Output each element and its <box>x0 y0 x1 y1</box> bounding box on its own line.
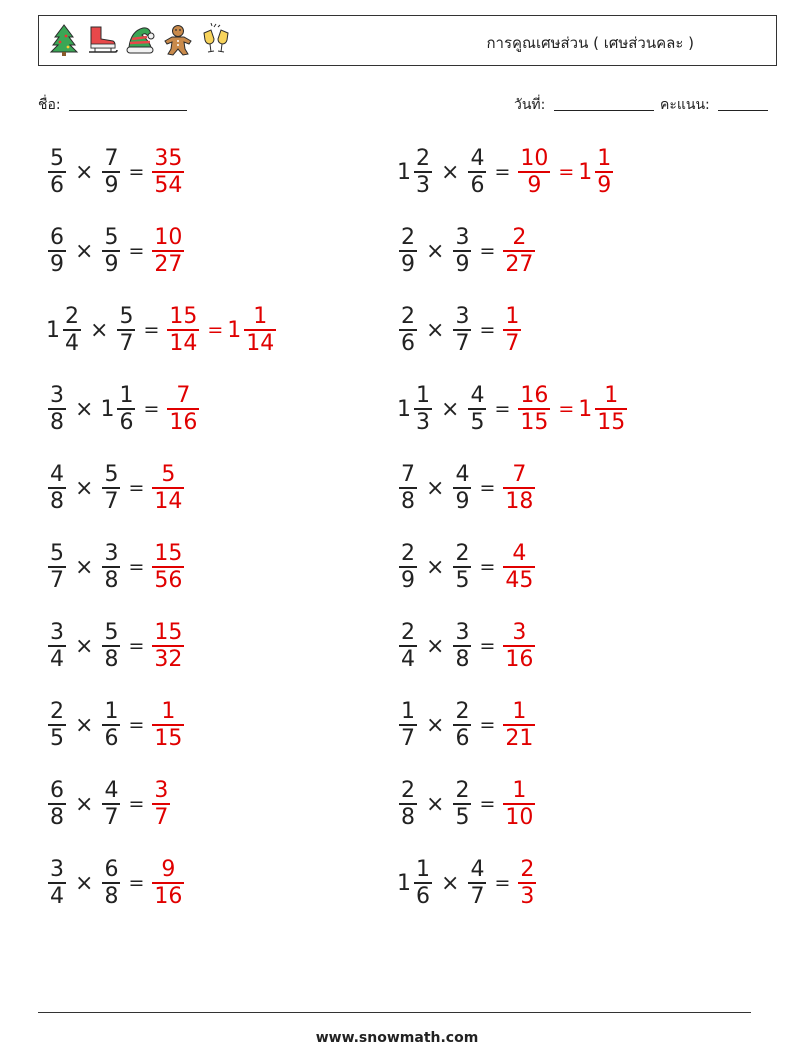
problem-17 <box>46 772 172 836</box>
denominator: 9 <box>455 251 470 277</box>
numerator: 1 <box>505 304 520 330</box>
times-sign: × <box>75 633 94 659</box>
equals-sign: = <box>494 398 511 420</box>
denominator: 18 <box>505 488 534 514</box>
first-fraction <box>399 700 417 750</box>
numerator: 10 <box>154 225 183 251</box>
numerator: 1 <box>416 383 430 409</box>
times-sign: × <box>426 317 445 343</box>
numerator: 3 <box>50 620 64 646</box>
second-fraction <box>453 542 471 592</box>
times-sign: × <box>75 712 94 738</box>
times-sign: × <box>426 554 445 580</box>
answer <box>150 700 186 750</box>
numerator: 2 <box>455 778 470 804</box>
numerator: 15 <box>154 620 183 646</box>
numerator: 5 <box>50 146 64 172</box>
denominator: 9 <box>104 251 119 277</box>
numerator: 1 <box>597 146 612 172</box>
numerator: 1 <box>119 383 134 409</box>
problem-19 <box>46 851 186 915</box>
santa-hat-icon <box>123 23 157 57</box>
score-blank[interactable] <box>718 96 768 111</box>
numerator: 5 <box>104 620 119 646</box>
answer <box>501 542 537 592</box>
denominator: 9 <box>527 172 542 198</box>
answer-equals-sign: = <box>207 319 224 341</box>
problem-8 <box>397 377 629 441</box>
footer-divider <box>38 1012 751 1013</box>
denominator: 14 <box>246 330 275 356</box>
date-field <box>514 94 654 116</box>
first-fraction <box>63 305 81 355</box>
answer-fraction <box>503 700 535 750</box>
answer-fraction <box>503 463 535 513</box>
denominator: 8 <box>104 567 119 593</box>
answer-equals-sign: = <box>558 398 575 420</box>
answer-fraction <box>503 779 535 829</box>
numerator: 7 <box>401 462 415 488</box>
numerator: 1 <box>161 699 176 725</box>
answer <box>150 621 186 671</box>
answer <box>516 384 629 434</box>
times-sign: × <box>426 238 445 264</box>
whole-number: 1 <box>397 870 411 896</box>
header-box <box>38 15 777 66</box>
first-fraction <box>48 384 66 434</box>
answer-fraction <box>503 226 535 276</box>
equals-sign: = <box>128 240 145 262</box>
second-fraction <box>102 542 120 592</box>
denominator: 16 <box>154 883 183 909</box>
problem-1 <box>46 140 186 204</box>
first-fraction <box>48 700 66 750</box>
answer-fraction <box>152 858 184 908</box>
numerator: 3 <box>455 225 470 251</box>
second-fraction <box>102 858 120 908</box>
denominator: 5 <box>455 567 470 593</box>
problem-15 <box>46 693 186 757</box>
times-sign: × <box>75 159 94 185</box>
ice-skate-icon <box>85 23 119 57</box>
denominator: 14 <box>154 488 183 514</box>
numerator: 4 <box>470 383 485 409</box>
answer-fraction <box>518 858 536 908</box>
numerator: 5 <box>104 462 119 488</box>
denominator: 9 <box>597 172 612 198</box>
denominator: 56 <box>154 567 183 593</box>
numerator: 2 <box>455 699 470 725</box>
answer-fraction <box>152 147 184 197</box>
whole-number: 1 <box>100 396 115 422</box>
numerator: 4 <box>512 541 527 567</box>
answer-fraction <box>503 542 535 592</box>
problem-3 <box>46 219 186 283</box>
first-fraction <box>399 305 417 355</box>
footer-url[interactable]: www.snowmath.com <box>315 1030 479 1046</box>
answer <box>501 621 537 671</box>
answer <box>150 147 186 197</box>
denominator: 9 <box>104 172 119 198</box>
problem-2 <box>397 140 615 204</box>
christmas-tree-icon <box>47 23 81 57</box>
denominator: 3 <box>520 883 535 909</box>
numerator: 2 <box>401 778 415 804</box>
whole-number: 1 <box>397 159 411 185</box>
equals-sign: = <box>479 240 496 262</box>
denominator: 45 <box>505 567 534 593</box>
answer <box>165 305 278 355</box>
answer-fraction <box>518 147 550 197</box>
second-fraction <box>453 700 471 750</box>
numerator: 5 <box>104 225 119 251</box>
answer <box>501 779 537 829</box>
second-fraction <box>468 384 486 434</box>
answer <box>165 384 201 434</box>
equals-sign: = <box>479 477 496 499</box>
numerator: 4 <box>470 857 485 883</box>
second-fraction <box>453 463 471 513</box>
equals-sign: = <box>479 635 496 657</box>
first-fraction <box>414 384 432 434</box>
denominator: 6 <box>401 330 415 356</box>
whole-number: 1 <box>227 317 242 343</box>
numerator: 7 <box>176 383 191 409</box>
equals-sign: = <box>143 319 160 341</box>
numerator: 1 <box>416 857 430 883</box>
second-fraction <box>468 147 486 197</box>
name-label: ชื่อ: <box>38 97 61 113</box>
worksheet-title: การคูณเศษส่วน ( เศษส่วนคละ ) <box>486 34 694 52</box>
answer-fraction <box>518 384 550 434</box>
denominator: 15 <box>597 409 626 435</box>
answer <box>501 226 537 276</box>
whole-number: 1 <box>578 159 593 185</box>
times-sign: × <box>75 475 94 501</box>
times-sign: × <box>426 791 445 817</box>
problem-14 <box>397 614 537 678</box>
answer-mixed-fraction <box>244 305 276 355</box>
times-sign: × <box>441 396 460 422</box>
numerator: 1 <box>604 383 619 409</box>
denominator: 6 <box>455 725 470 751</box>
name-field <box>38 94 187 116</box>
times-sign: × <box>75 870 94 896</box>
denominator: 7 <box>119 330 134 356</box>
answer-fraction <box>152 226 184 276</box>
denominator: 8 <box>50 804 64 830</box>
denominator: 4 <box>50 646 64 672</box>
numerator: 2 <box>65 304 79 330</box>
denominator: 16 <box>505 646 534 672</box>
numerator: 3 <box>50 857 64 883</box>
second-fraction <box>102 779 120 829</box>
equals-sign: = <box>128 556 145 578</box>
denominator: 9 <box>401 251 415 277</box>
problem-7 <box>46 377 201 441</box>
whole-number: 1 <box>46 317 60 343</box>
denominator: 27 <box>505 251 534 277</box>
equals-sign: = <box>128 872 145 894</box>
numerator: 3 <box>512 620 527 646</box>
equals-sign: = <box>128 161 145 183</box>
answer-fraction <box>152 621 184 671</box>
equals-sign: = <box>494 161 511 183</box>
numerator: 2 <box>401 541 415 567</box>
numerator: 3 <box>455 620 470 646</box>
second-fraction <box>117 384 135 434</box>
denominator: 7 <box>401 725 415 751</box>
denominator: 15 <box>154 725 183 751</box>
equals-sign: = <box>479 714 496 736</box>
numerator: 2 <box>401 304 415 330</box>
numerator: 2 <box>512 225 527 251</box>
problem-4 <box>397 219 537 283</box>
answer <box>150 226 186 276</box>
problem-13 <box>46 614 186 678</box>
problem-12 <box>397 535 537 599</box>
answer-fraction <box>503 621 535 671</box>
equals-sign: = <box>128 635 145 657</box>
numerator: 1 <box>512 778 527 804</box>
first-fraction <box>48 226 66 276</box>
answer-fraction <box>152 700 184 750</box>
numerator: 2 <box>520 857 535 883</box>
answer <box>150 779 172 829</box>
answer <box>501 463 537 513</box>
denominator: 8 <box>455 646 470 672</box>
first-fraction <box>399 226 417 276</box>
denominator: 4 <box>401 646 415 672</box>
answer-fraction <box>152 542 184 592</box>
denominator: 5 <box>470 409 485 435</box>
problem-5 <box>46 298 278 362</box>
denominator: 10 <box>505 804 534 830</box>
numerator: 15 <box>169 304 198 330</box>
denominator: 4 <box>65 330 79 356</box>
second-fraction <box>453 305 471 355</box>
denominator: 4 <box>50 883 64 909</box>
second-fraction <box>468 858 486 908</box>
score-field <box>660 94 768 116</box>
problem-11 <box>46 535 186 599</box>
numerator: 35 <box>154 146 183 172</box>
answer-fraction <box>167 384 199 434</box>
numerator: 3 <box>104 541 119 567</box>
equals-sign: = <box>143 398 160 420</box>
first-fraction <box>414 147 432 197</box>
equals-sign: = <box>494 872 511 894</box>
answer-fraction <box>152 779 170 829</box>
denominator: 21 <box>505 725 534 751</box>
answer-mixed-fraction <box>595 147 613 197</box>
times-sign: × <box>75 791 94 817</box>
numerator: 1 <box>104 699 119 725</box>
second-fraction <box>117 305 135 355</box>
first-fraction <box>399 779 417 829</box>
numerator: 4 <box>104 778 119 804</box>
denominator: 15 <box>520 409 549 435</box>
first-fraction <box>399 621 417 671</box>
second-fraction <box>102 700 120 750</box>
denominator: 54 <box>154 172 183 198</box>
numerator: 2 <box>416 146 430 172</box>
numerator: 5 <box>161 462 176 488</box>
numerator: 7 <box>512 462 527 488</box>
problem-6 <box>397 298 523 362</box>
problem-16 <box>397 693 537 757</box>
answer <box>501 305 523 355</box>
problem-9 <box>46 456 186 520</box>
numerator: 2 <box>401 620 415 646</box>
denominator: 7 <box>505 330 520 356</box>
numerator: 16 <box>520 383 549 409</box>
numerator: 15 <box>154 541 183 567</box>
answer <box>150 542 186 592</box>
problem-18 <box>397 772 537 836</box>
first-fraction <box>48 858 66 908</box>
denominator: 5 <box>455 804 470 830</box>
whole-number: 1 <box>397 396 411 422</box>
answer <box>501 700 537 750</box>
denominator: 8 <box>401 804 415 830</box>
times-sign: × <box>75 238 94 264</box>
numerator: 6 <box>104 857 119 883</box>
first-fraction <box>48 779 66 829</box>
first-fraction <box>399 463 417 513</box>
denominator: 14 <box>169 330 198 356</box>
first-fraction <box>399 542 417 592</box>
second-fraction <box>102 463 120 513</box>
equals-sign: = <box>479 319 496 341</box>
problem-10 <box>397 456 537 520</box>
numerator: 2 <box>401 225 415 251</box>
numerator: 6 <box>50 778 64 804</box>
numerator: 7 <box>104 146 119 172</box>
first-fraction <box>48 463 66 513</box>
numerator: 4 <box>50 462 64 488</box>
denominator: 5 <box>50 725 64 751</box>
denominator: 7 <box>154 804 169 830</box>
second-fraction <box>102 621 120 671</box>
numerator: 6 <box>50 225 64 251</box>
denominator: 7 <box>470 883 485 909</box>
denominator: 32 <box>154 646 183 672</box>
score-label: คะแนน: <box>660 97 710 113</box>
equals-sign: = <box>128 477 145 499</box>
equals-sign: = <box>479 556 496 578</box>
answer <box>516 858 538 908</box>
first-fraction <box>48 147 66 197</box>
denominator: 9 <box>455 488 470 514</box>
denominator: 7 <box>50 567 64 593</box>
answer <box>150 858 186 908</box>
denominator: 6 <box>50 172 64 198</box>
numerator: 3 <box>154 778 169 804</box>
denominator: 6 <box>104 725 119 751</box>
times-sign: × <box>90 317 109 343</box>
times-sign: × <box>75 554 94 580</box>
denominator: 3 <box>416 409 430 435</box>
date-blank[interactable] <box>554 96 654 111</box>
denominator: 8 <box>104 883 119 909</box>
numerator: 10 <box>520 146 549 172</box>
numerator: 1 <box>253 304 268 330</box>
denominator: 27 <box>154 251 183 277</box>
icon-strip <box>47 23 233 57</box>
numerator: 4 <box>455 462 470 488</box>
denominator: 3 <box>416 172 430 198</box>
numerator: 2 <box>50 699 64 725</box>
numerator: 2 <box>455 541 470 567</box>
denominator: 8 <box>401 488 415 514</box>
answer-fraction <box>167 305 199 355</box>
equals-sign: = <box>128 793 145 815</box>
times-sign: × <box>426 712 445 738</box>
first-fraction <box>48 621 66 671</box>
numerator: 1 <box>401 699 415 725</box>
numerator: 1 <box>512 699 527 725</box>
first-fraction <box>414 858 432 908</box>
denominator: 7 <box>455 330 470 356</box>
numerator: 3 <box>455 304 470 330</box>
denominator: 6 <box>470 172 485 198</box>
numerator: 5 <box>119 304 134 330</box>
times-sign: × <box>426 633 445 659</box>
denominator: 7 <box>104 488 119 514</box>
answer-mixed-fraction <box>595 384 627 434</box>
answer-fraction <box>503 305 521 355</box>
second-fraction <box>453 779 471 829</box>
gingerbread-man-icon <box>161 23 195 57</box>
date-label: วันที่: <box>514 97 546 113</box>
equals-sign: = <box>128 714 145 736</box>
numerator: 5 <box>50 541 64 567</box>
numerator: 4 <box>470 146 485 172</box>
denominator: 9 <box>401 567 415 593</box>
answer <box>516 147 615 197</box>
whole-number: 1 <box>578 396 593 422</box>
denominator: 8 <box>104 646 119 672</box>
second-fraction <box>453 226 471 276</box>
second-fraction <box>453 621 471 671</box>
answer-equals-sign: = <box>558 161 575 183</box>
denominator: 8 <box>50 409 64 435</box>
denominator: 6 <box>416 883 430 909</box>
denominator: 8 <box>50 488 64 514</box>
numerator: 9 <box>161 857 176 883</box>
times-sign: × <box>441 159 460 185</box>
numerator: 3 <box>50 383 64 409</box>
denominator: 9 <box>50 251 64 277</box>
times-sign: × <box>75 396 94 422</box>
problem-20 <box>397 851 538 915</box>
answer-fraction <box>152 463 184 513</box>
champagne-glasses-icon <box>199 23 233 57</box>
answer <box>150 463 186 513</box>
times-sign: × <box>426 475 445 501</box>
name-blank[interactable] <box>69 96 187 111</box>
second-fraction <box>102 226 120 276</box>
denominator: 6 <box>119 409 134 435</box>
denominator: 16 <box>169 409 198 435</box>
first-fraction <box>48 542 66 592</box>
denominator: 7 <box>104 804 119 830</box>
second-fraction <box>102 147 120 197</box>
equals-sign: = <box>479 793 496 815</box>
times-sign: × <box>441 870 460 896</box>
